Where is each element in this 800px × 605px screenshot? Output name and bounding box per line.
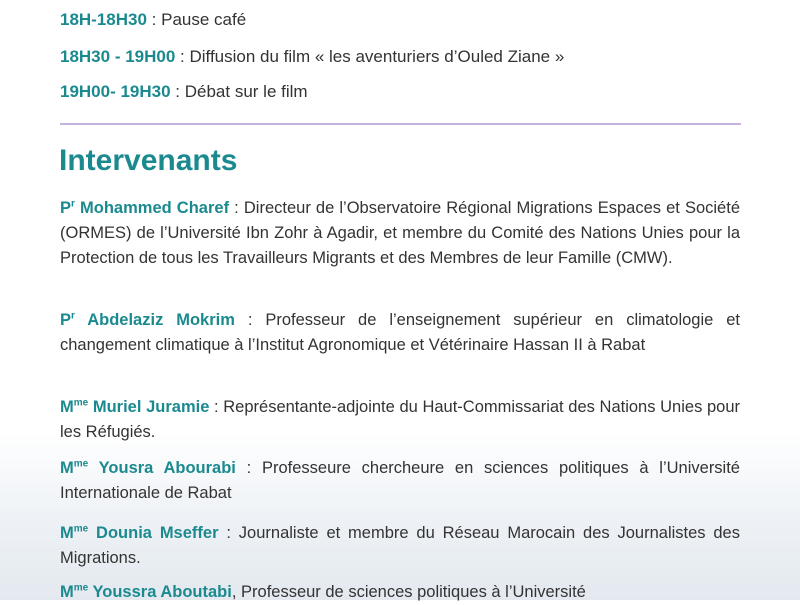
schedule-activity: Pause café [161, 10, 247, 29]
speaker-title-suffix: r [71, 310, 75, 322]
speaker-name: Abdelaziz Mokrim [74, 311, 235, 329]
speaker-separator: : [234, 311, 266, 329]
speaker-title: M [60, 459, 74, 477]
speaker-title-suffix: me [73, 458, 89, 470]
speaker-separator: : [218, 524, 239, 542]
speaker-title: M [60, 524, 74, 542]
schedule-item [60, 47, 564, 67]
speaker-description: Professeure chercheure en sciences politiques à l’Université Internationale de Rabat [60, 459, 740, 502]
schedule-item [60, 82, 308, 102]
speaker-description: Professeur de sciences politiques à l’Université [241, 583, 586, 601]
schedule-time: 18H-18H30 [60, 10, 147, 29]
speaker-title: M [60, 583, 74, 601]
speaker-entry [60, 521, 740, 571]
speaker-description: Directeur de l’Observatoire Régional Migrations Espaces et Société (ORMES) de l’Université Ibn Zohr à Agadir, et membre du Comité des Nations Unies pour la Protection de tous les Travailleurs Migrants et des Membres de leur Famille (CMW). [60, 199, 740, 267]
section-title: Intervenants [59, 144, 238, 177]
speaker-entry [60, 580, 740, 605]
speaker-description: Journaliste et membre du Réseau Marocain des Journalistes des Migrations. [60, 524, 740, 567]
speaker-title: M [60, 398, 74, 416]
schedule-separator: : [146, 10, 162, 29]
schedule-activity: Débat sur le film [184, 82, 308, 101]
schedule-item [60, 10, 246, 30]
speaker-entry [60, 395, 740, 445]
speaker-entry [60, 308, 740, 358]
speaker-description: Professeur de l’enseignement supérieur en climatologie et changement climatique à l’Institut Agronomique et Vétérinaire Hassan II à Rabat [60, 311, 740, 354]
speaker-title-suffix: me [73, 523, 89, 535]
schedule-time: 19H00- 19H30 [60, 82, 171, 101]
speaker-separator: : [209, 398, 224, 416]
speaker-entry [60, 196, 740, 271]
speaker-separator: : [235, 459, 262, 477]
speaker-name: Muriel Juramie [88, 398, 210, 416]
section-divider [60, 123, 741, 125]
speaker-entry [60, 456, 740, 506]
speaker-name: Dounia Mseffer [88, 524, 219, 542]
speaker-description: Représentante-adjointe du Haut-Commissariat des Nations Unies pour les Réfugiés. [60, 398, 740, 441]
schedule-activity: Diffusion du film « les aventuriers d’Ouled Ziane » [189, 47, 565, 66]
speaker-name: Mohammed Charef [74, 199, 230, 217]
speaker-separator: , [231, 583, 242, 601]
speaker-name: Youssra Aboutabi [88, 583, 232, 601]
schedule-time: 18H30 - 19H00 [60, 47, 176, 66]
speaker-title-suffix: r [71, 198, 75, 210]
speaker-title: P [60, 199, 72, 217]
speaker-title-suffix: me [73, 582, 89, 594]
schedule-separator: : [170, 82, 185, 101]
speaker-title-suffix: me [73, 397, 89, 409]
speaker-separator: : [229, 199, 244, 217]
speaker-name: Yousra Abourabi [88, 459, 236, 477]
speaker-title: P [60, 311, 72, 329]
schedule-separator: : [175, 47, 190, 66]
